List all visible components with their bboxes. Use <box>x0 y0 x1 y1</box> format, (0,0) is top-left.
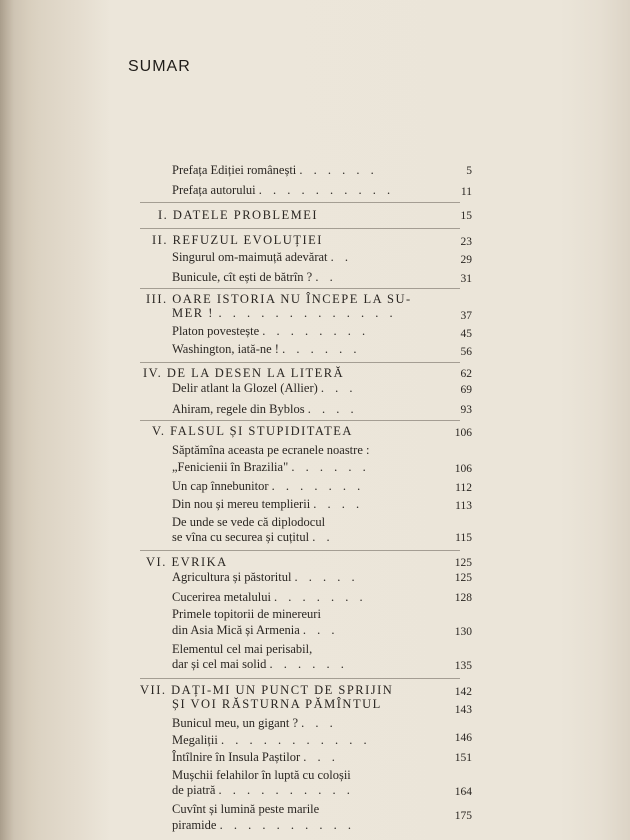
toc-entry: Cuvînt și lumină peste marile <box>172 802 320 816</box>
toc-page-number: 151 <box>454 752 472 764</box>
toc-entry: „Fenicienii în Brazilia" . . . . . . <box>172 460 370 474</box>
toc-page-number: 125 <box>454 557 472 569</box>
toc-entry: piramide . . . . . . . . . . <box>172 818 355 832</box>
toc-page-number: 164 <box>454 786 472 798</box>
toc-page-number: 125 <box>454 572 472 584</box>
toc-entry: Un cap înnebunitor . . . . . . . <box>172 479 365 493</box>
toc-page-number: 45 <box>460 328 472 340</box>
toc-chapter: IV. DE LA DESEN LA LITERĂ <box>143 366 345 380</box>
toc-entry: De unde se vede că diplodocul <box>172 515 326 529</box>
toc-page-number: 29 <box>460 254 472 266</box>
toc-page-number: 93 <box>460 404 472 416</box>
toc-entry: Primele topitorii de minereuri <box>172 607 321 621</box>
toc-entry: dar și cel mai solid . . . . . . <box>172 657 348 671</box>
toc-page-number: 143 <box>454 704 472 716</box>
toc-entry: se vîna cu securea și cuțitul . . <box>172 530 334 544</box>
toc-page-number: 56 <box>460 346 472 358</box>
toc-page-number: 115 <box>455 532 472 544</box>
toc-page-number: 113 <box>455 500 472 512</box>
toc-page-number: 15 <box>460 210 472 222</box>
toc-page-number: 37 <box>460 310 472 322</box>
toc-entry: Prefața autorului . . . . . . . . . . <box>172 183 395 197</box>
divider <box>140 362 460 363</box>
divider <box>140 288 460 289</box>
toc-entry: din Asia Mică și Armenia . . . <box>172 623 339 637</box>
toc-page-number: 5 <box>466 165 472 177</box>
toc-entry: Delir atlant la Glozel (Allier) . . . <box>172 381 357 395</box>
divider <box>140 202 460 203</box>
toc-entry: Ahiram, regele din Byblos . . . . <box>172 402 358 416</box>
toc-entry: Singurul om-maimuță adevărat . . <box>172 250 353 264</box>
toc-page-number: 23 <box>460 236 472 248</box>
toc-entry: Platon povestește . . . . . . . . <box>172 324 370 338</box>
toc-page-number: 130 <box>454 626 472 638</box>
toc-page-number: 112 <box>455 482 472 494</box>
toc-entry: Bunicul meu, un gigant ? . . . <box>172 716 337 730</box>
divider <box>140 678 460 679</box>
toc-entry: Mușchii felahilor în luptă cu coloșii <box>172 768 351 782</box>
toc-entry: de piatră . . . . . . . . . . <box>172 783 354 797</box>
toc-page-number: 175 <box>454 810 472 822</box>
toc-chapter: I. DATELE PROBLEMEI <box>158 208 319 222</box>
toc-chapter: VI. EVRIKA <box>146 555 228 569</box>
toc-page-number: 146 <box>454 732 472 744</box>
toc-page-number: 106 <box>454 427 472 439</box>
toc-page-number: 106 <box>454 463 472 475</box>
toc-chapter: VII. DAȚI-MI UN PUNCT DE SPRIJIN <box>140 683 394 697</box>
toc-entry: Megaliții . . . . . . . . . . . <box>172 733 371 747</box>
toc-page-number: 62 <box>460 368 472 380</box>
toc-page-number: 69 <box>460 384 472 396</box>
toc-entry: Din nou și mereu templierii . . . . <box>172 497 364 511</box>
toc-entry: Cucerirea metalului . . . . . . . <box>172 590 367 604</box>
toc-page-number: 142 <box>454 686 472 698</box>
toc-entry: Bunicule, cît ești de bătrîn ? . . <box>172 270 337 284</box>
page-title: SUMAR <box>128 58 191 75</box>
toc-entry: Elementul cel mai perisabil, <box>172 642 313 656</box>
toc-page-number: 135 <box>454 660 472 672</box>
toc-entry: Agricultura și păstoritul . . . . . <box>172 570 359 584</box>
toc-page-number: 31 <box>460 273 472 285</box>
toc-chapter: III. OARE ISTORIA NU ÎNCEPE LA SU- <box>146 292 412 306</box>
toc-page-number: 11 <box>460 186 472 198</box>
toc-page-number: 128 <box>454 592 472 604</box>
divider <box>140 550 460 551</box>
toc-chapter: II. REFUZUL EVOLUȚIEI <box>152 233 323 247</box>
toc-chapter: ȘI VOI RĂSTURNA PĂMÎNTUL <box>172 697 382 711</box>
toc-entry: Prefața Ediției românești . . . . . . <box>172 163 378 177</box>
divider <box>140 420 460 421</box>
toc-entry: Întîlnire în Insula Paștilor . . . <box>172 750 339 764</box>
divider <box>140 228 460 229</box>
toc-chapter: MER ! . . . . . . . . . . . . . <box>172 306 397 320</box>
toc-chapter: V. FALSUL ȘI STUPIDITATEA <box>152 424 353 438</box>
toc-entry: Washington, iată-ne ! . . . . . . <box>172 342 361 356</box>
toc-entry: Săptămîna aceasta pe ecranele noastre : <box>172 443 370 457</box>
